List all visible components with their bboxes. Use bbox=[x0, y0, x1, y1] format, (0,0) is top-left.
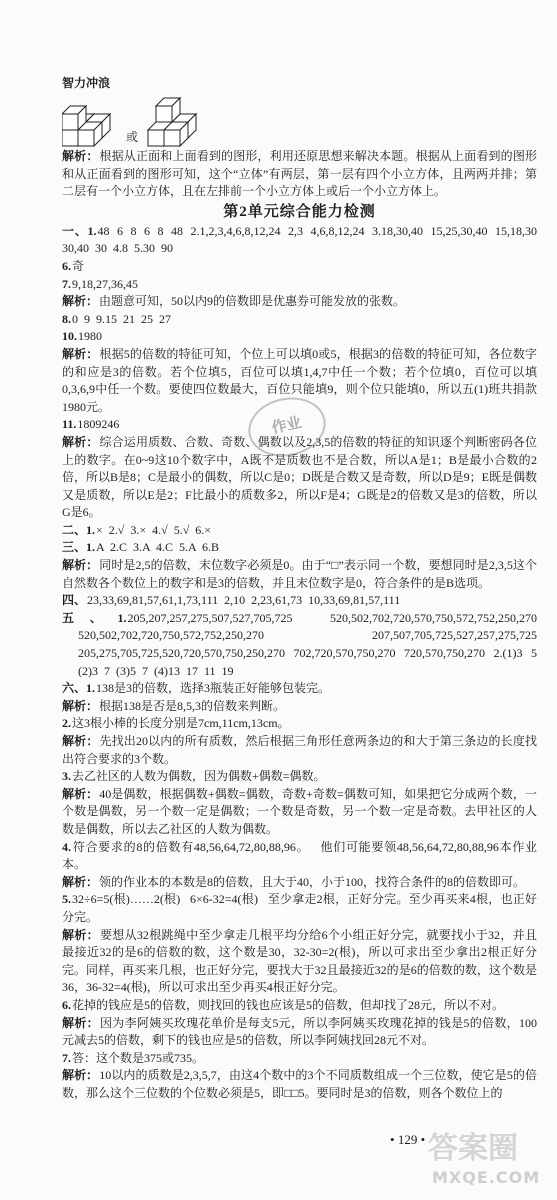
item-text: 23,33,69,81,57,61,1,73,111 2,10 2,23,61,73 10,33,69,81,57,111 bbox=[87, 593, 401, 608]
item-label: 6. bbox=[62, 997, 71, 1012]
analysis-paragraph bbox=[62, 557, 537, 592]
analysis-label: 解析： bbox=[62, 927, 99, 942]
watermark-logo: 答案圈 bbox=[428, 1131, 518, 1166]
item-text: 奇 bbox=[72, 258, 85, 273]
item-text: 205,207,257,275,507,527,705,725 520,502,702,720,570,750,572,752,250,270 520,502,702,720,750,572,752,250,270 207,507,705,725,527,257,275,725 205,275,705,725,520,720,570,750,250,270 702,720,570,750,270 720,570,750,270 2.(1)3 5 (2)3 7 (3)5 7 (4)13 17 11 19 bbox=[78, 610, 543, 678]
answer-line bbox=[62, 715, 537, 733]
analysis-paragraph bbox=[62, 148, 537, 201]
item-label: 7. bbox=[62, 1050, 71, 1065]
analysis-label: 解析： bbox=[62, 874, 99, 889]
analysis-text: 根据从正面和上面看到的图形，利用还原思想来解决本题。根据从上面看到的图形和从正面看到的图形可知，这个“立体”有两层，第一层有四个小立方体，且两两并排；第二层有一个小立方体，且在左排前一个小立方体上或后一个小立方体上。 bbox=[62, 149, 537, 199]
analysis-label: 解析： bbox=[62, 434, 99, 449]
answer-line bbox=[62, 592, 537, 610]
answer-line bbox=[62, 891, 537, 926]
item-text: × 2.√ 3.× 4.√ 5.√ 6.× bbox=[96, 522, 212, 537]
answer-line bbox=[62, 522, 537, 540]
unit-title: 第2单元综合能力检测 bbox=[223, 203, 376, 220]
answer-line bbox=[62, 311, 537, 329]
item-label: 7. bbox=[62, 276, 71, 291]
item-label: 2. bbox=[62, 716, 71, 731]
analysis-paragraph bbox=[62, 927, 537, 997]
analysis-label: 解析： bbox=[62, 786, 99, 801]
watermark-site: MXQE.COM bbox=[432, 1168, 541, 1187]
analysis-paragraph bbox=[62, 1015, 537, 1050]
item-text: 1980 bbox=[78, 329, 102, 344]
analysis-text: 由题意可知，50以内9的倍数即是优惠券可能发放的张数。 bbox=[99, 294, 406, 309]
cube-figures bbox=[62, 92, 537, 148]
item-text: A 2.C 3.A 4.C 5.A 6.B bbox=[96, 540, 220, 555]
or-label: 或 bbox=[126, 130, 139, 144]
analysis-label: 解析： bbox=[62, 294, 99, 309]
analysis-label: 解析： bbox=[62, 346, 99, 361]
item-text: 这3根小棒的长度分别是7cm,11cm,13cm。 bbox=[72, 716, 290, 731]
page-number: • 129 • bbox=[390, 1131, 425, 1149]
item-label: 8. bbox=[62, 311, 71, 326]
analysis-text: 先找出20以内的所有质数，然后根据三角形任意两条边的和大于第三条边的长度找出符合要求的3个数。 bbox=[62, 734, 537, 766]
item-label: 5. bbox=[62, 892, 71, 907]
analysis-text: 综合运用质数、合数、奇数、偶数以及2,3,5的倍数的特征的知识逐个判断密码各位上的数字。在0~9这10个数字中，A既不是质数也不是合数，所以A是1；B是最小合数的2倍，所以B是8；C是最小的偶数，所以C是0；D既是合数又是奇数，所以D是9；E既是偶数又是质数，所以E是2；F比最小的质数多2，所以F是4；G既是2的倍数又是3的倍数，所以G是6。 bbox=[62, 434, 537, 520]
analysis-text: 领的作业本的本数是8的倍数，且大于40，小于100，找符合条件的8的倍数即可。 bbox=[99, 874, 526, 889]
item-label: 三、1. bbox=[62, 540, 96, 555]
answer-line bbox=[62, 610, 543, 680]
analysis-label: 解析： bbox=[62, 1068, 99, 1083]
item-label: 6. bbox=[62, 258, 71, 273]
analysis-label: 解析： bbox=[62, 1015, 99, 1030]
analysis-label: 解析： bbox=[62, 734, 99, 748]
item-label: 五、1. bbox=[62, 610, 127, 625]
analysis-paragraph bbox=[62, 1067, 537, 1102]
analysis-label: 解析： bbox=[62, 558, 99, 573]
analysis-label: 解析： bbox=[62, 698, 99, 713]
answer-line bbox=[62, 839, 537, 874]
analysis-text: 10以内的质数是2,3,5,7，由这4个数中的3个不同质数组成一个三位数，使它是5的倍数，那么这个三位数的个位数必须是5，即□□5。要同时是3的倍数，则各个数位上的 bbox=[62, 1068, 537, 1100]
item-label: 二、1. bbox=[62, 522, 96, 537]
analysis-text: 要想从32根跳绳中至少拿走几根平均分给6个小组正好分完，就要找小于32，并且最接近32的是6的倍数的数，这个数是30，32-30=2(根)，所以可求出至少拿出2根正好分完。同样，再买来几根，也正好分完，要找大于32且最接近32的是6的倍数的数，这个数是36，36-32=4(根)，所以可求出至少再买4根正好分完。 bbox=[62, 927, 537, 995]
item-text: 去乙社区的人数为偶数，因为偶数+偶数=偶数。 bbox=[72, 769, 326, 784]
analysis-paragraph bbox=[62, 786, 537, 839]
answer-line bbox=[62, 258, 537, 276]
analysis-text: 40是偶数，根据偶数+偶数=偶数，奇数+奇数=偶数可知，如果把它分成两个数，一个数是偶数，另一个数一定是偶数；一个数是奇数，另一个数一定是奇数。去甲社区的人数是偶数，所以去乙社区的人数为偶数。 bbox=[62, 786, 537, 836]
answer-line bbox=[62, 768, 537, 786]
item-text: 0 9 9.15 21 25 27 bbox=[72, 311, 171, 326]
analysis-paragraph bbox=[62, 874, 537, 892]
item-label: 3. bbox=[62, 769, 71, 784]
analysis-text: 根据138是否是8,5,3的倍数来判断。 bbox=[99, 698, 286, 713]
item-text: 1809246 bbox=[77, 417, 120, 432]
answer-line bbox=[62, 539, 537, 557]
analysis-label: 解析： bbox=[62, 149, 99, 163]
answer-line bbox=[62, 276, 537, 294]
item-text: 符合要求的8的倍数有48,56,64,72,80,88,96。 他们可能要领48,56,64,72,80,88,96本作业本。 bbox=[62, 839, 537, 872]
analysis-paragraph bbox=[62, 733, 537, 768]
section-heading: 智力冲浪 bbox=[62, 76, 111, 90]
answer-line bbox=[62, 997, 537, 1015]
answer-line bbox=[62, 1050, 537, 1068]
item-text: 花掉的钱应是5的倍数，则找回的钱也应该是5的倍数，但却找了28元，所以不对。 bbox=[72, 997, 505, 1012]
item-label: 一、1. bbox=[62, 223, 97, 238]
analysis-text: 因为李阿姨买玫瑰花单价是每支5元，所以李阿姨买玫瑰花掉的钱是5的倍数，100元减去5的倍数，剩下的钱也应是5的倍数，所以李阿姨找回28元不对。 bbox=[62, 1015, 537, 1048]
answer-line bbox=[62, 328, 537, 346]
item-text: 48 6 8 6 8 48 2.1,2,3,4,6,8,12,24 2,3 4,6,8,12,24 3.18,30,40 15,25,30,40 15,18,30 30,40 30 4.8 5.30 90 bbox=[62, 223, 543, 256]
item-text: 138是3的倍数，选择3瓶装正好能够包装完。 bbox=[96, 681, 331, 696]
item-label: 四、 bbox=[62, 593, 87, 608]
item-text: 9,18,27,36,45 bbox=[72, 276, 138, 291]
cube-drawing bbox=[62, 92, 262, 148]
analysis-paragraph bbox=[62, 698, 537, 716]
answer-line bbox=[62, 680, 537, 698]
item-text: 答：这个数是375或735。 bbox=[72, 1050, 205, 1065]
item-label: 4. bbox=[62, 839, 71, 854]
item-label: 六、1. bbox=[62, 681, 96, 696]
analysis-text: 同时是2,5的倍数，末位数字必须是0。由于“□”表示同一个数，要想同时是2,3,5这个自然数各个数位上的数字和是3的倍数，并且末位数字是0，符合条件的是B选项。 bbox=[62, 558, 537, 590]
homework-stamp: 作业 bbox=[243, 391, 331, 464]
item-label: 10. bbox=[62, 329, 77, 344]
item-label: 11. bbox=[62, 417, 77, 432]
answer-line bbox=[62, 223, 543, 258]
page-content bbox=[62, 74, 543, 1102]
analysis-text: 根据5的倍数的特征可知，个位上可以填0或5，根据3的倍数的特征可知，各位数字的和应是3的倍数。若个位填5，百位可以填1,4,7中任一个数；若个位填0，百位可以填0,3,6,9中任一个数。要使四位数最大，百位只能填9，则个位只能填0，所以五(1)班共捐款1980元。 bbox=[62, 346, 537, 414]
item-text: 32÷6=5(根)……2(根) 6×6-32=4(根) 至少拿走2根，正好分完。至少再买来4根，也正好分完。 bbox=[62, 892, 537, 924]
analysis-paragraph bbox=[62, 293, 537, 311]
